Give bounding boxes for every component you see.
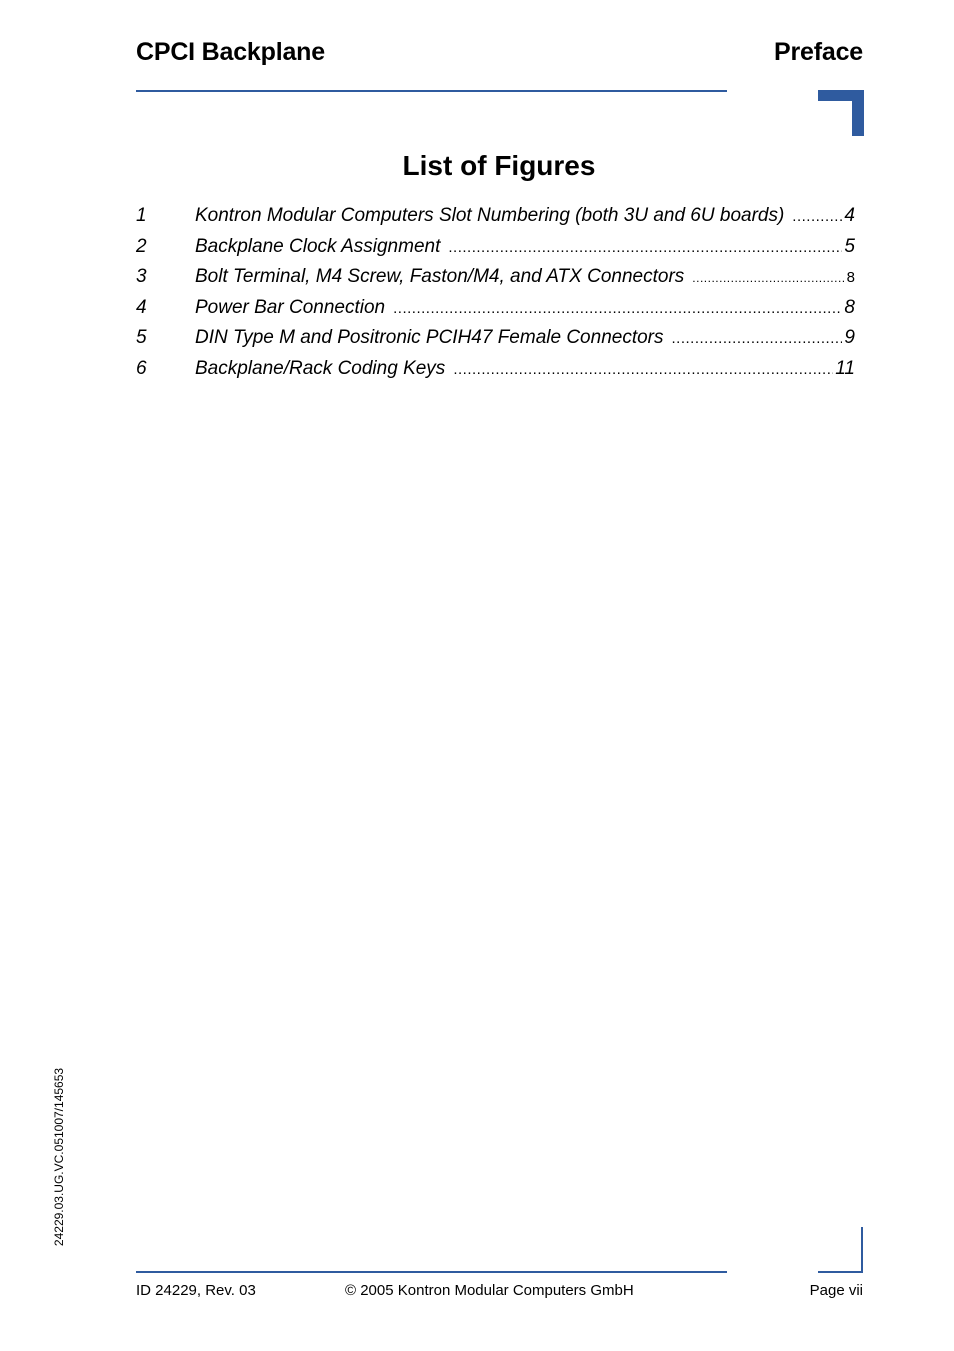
footer-page-label: Page vii <box>809 1282 863 1299</box>
figure-page: 8 <box>844 296 855 318</box>
figure-entry[interactable] <box>136 297 855 328</box>
dot-leader <box>692 271 844 285</box>
figure-title: Bolt Terminal, M4 Screw, Faston/M4, and ATX Connectors <box>195 266 685 288</box>
figure-page: 5 <box>844 235 855 257</box>
corner-mark-icon <box>818 90 864 136</box>
footer-doc-id: ID 24229, Rev. 03 <box>136 1282 256 1299</box>
figure-number: 2 <box>136 235 147 257</box>
figure-entry[interactable] <box>136 205 855 236</box>
dot-leader <box>448 239 842 256</box>
figure-list <box>136 205 855 389</box>
footer-rule <box>136 1271 727 1273</box>
figure-title: Power Bar Connection <box>195 296 386 318</box>
figure-page: 8 <box>846 269 855 287</box>
figure-number: 1 <box>136 205 147 226</box>
figure-number: 5 <box>136 327 147 349</box>
figure-title: Backplane/Rack Coding Keys <box>195 357 446 379</box>
figure-page: 9 <box>844 327 855 349</box>
figure-page: 11 <box>835 357 855 379</box>
figure-entry[interactable] <box>136 358 855 389</box>
dot-leader <box>393 300 842 317</box>
dot-leader <box>792 208 842 225</box>
header-right-title: Preface <box>774 38 863 66</box>
figure-entry[interactable] <box>136 266 855 297</box>
side-document-id: 24229.03.UG.VC.051007/145653 <box>52 1067 66 1247</box>
figure-number: 3 <box>136 266 147 288</box>
header-left-title: CPCI Backplane <box>136 38 325 66</box>
header-rule <box>136 90 727 92</box>
figure-title: Backplane Clock Assignment <box>195 235 441 257</box>
figure-number: 4 <box>136 296 147 318</box>
figure-entry[interactable] <box>136 236 855 267</box>
figure-title: Kontron Modular Computers Slot Numbering (both 3U and 6U boards) <box>195 205 785 226</box>
footer-copyright: © 2005 Kontron Modular Computers GmbH <box>345 1282 634 1299</box>
dot-leader <box>453 361 833 378</box>
figure-number: 6 <box>136 357 147 379</box>
dot-leader <box>672 330 843 347</box>
figure-entry[interactable] <box>136 327 855 358</box>
page-title: List of Figures <box>402 150 596 181</box>
figure-page: 4 <box>844 205 855 226</box>
figure-title: DIN Type M and Positronic PCIH47 Female Connectors <box>195 327 664 349</box>
